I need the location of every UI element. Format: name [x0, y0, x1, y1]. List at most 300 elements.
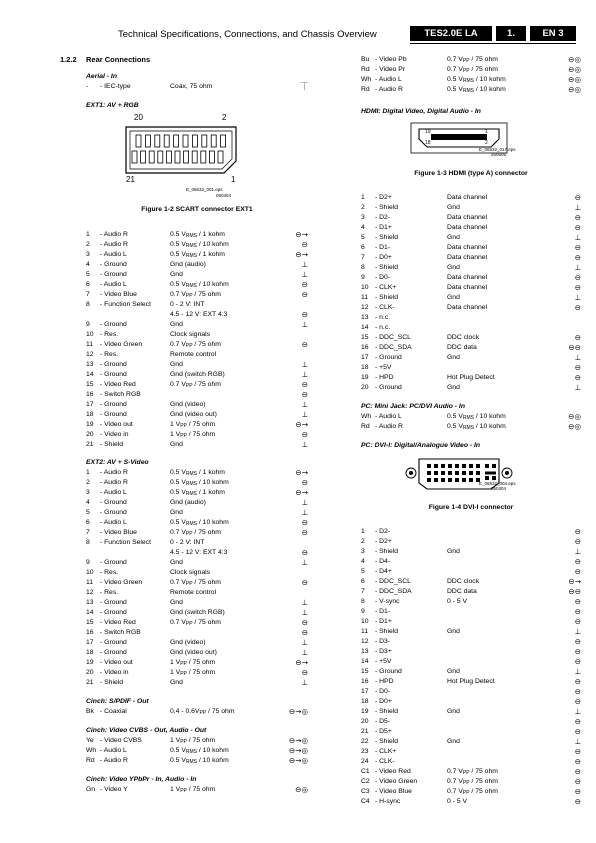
- pin-spec: 0.5 $V_{RMS} / 10$ kohm: [170, 241, 229, 249]
- signal-direction-icon: ⊥: [301, 410, 308, 419]
- cinch-ypbpr-heading: Cinch: Video YPbPr - In, Audio - In: [86, 776, 197, 783]
- signal-direction-icon: ⊖: [574, 777, 581, 786]
- pin-row: [86, 310, 308, 320]
- signal-direction-icon: ⊖: [574, 567, 581, 576]
- pin-name: - H-sync: [375, 798, 401, 805]
- signal-direction-icon: ⊖: [301, 618, 308, 627]
- pin-spec: Gnd: [170, 599, 183, 606]
- pin-spec: Gnd (video): [170, 639, 206, 646]
- pin-name: - Ground: [375, 384, 402, 391]
- pin-row: [86, 440, 308, 450]
- pin-row: [361, 587, 581, 597]
- hdmi-pin-label-1: 1: [485, 129, 488, 135]
- pin-spec: Gnd: [170, 321, 183, 328]
- scart-pin: [202, 135, 207, 147]
- pin-number: 6: [86, 281, 90, 288]
- pin-name: - Function Select: [100, 301, 151, 308]
- signal-direction-icon: ⊥: [301, 558, 308, 567]
- pin-number: 17: [361, 688, 369, 695]
- pin-name: - CLK-: [375, 304, 395, 311]
- signal-direction-icon: ⊥: [574, 707, 581, 716]
- dvi-pin: [455, 464, 459, 468]
- pin-spec: Data channel: [447, 214, 488, 221]
- right-column: [361, 55, 581, 807]
- pin-spec: 0.5 $V_{RMS} / 10$ kohm: [170, 479, 229, 487]
- pin-row: [86, 736, 308, 746]
- signal-direction-icon: ⊖: [301, 290, 308, 299]
- dvi-pin: [448, 478, 452, 482]
- pin-row: [361, 787, 581, 797]
- pin-spec: Gnd (audio): [170, 499, 206, 506]
- pin-name: - Video Green: [375, 778, 418, 785]
- pin-row: [86, 360, 308, 370]
- pin-name: - Audio R: [375, 423, 403, 430]
- pin-row: [86, 668, 308, 678]
- pin-number: 10: [361, 618, 369, 625]
- pin-number: 3: [361, 214, 365, 221]
- pin-number: 11: [86, 341, 94, 348]
- pin-number: 1: [361, 194, 365, 201]
- pin-number: 20: [361, 384, 369, 391]
- pin-name: - Ground: [375, 668, 402, 675]
- signal-direction-icon: ⊥: [574, 263, 581, 272]
- pin-spec: DDC clock: [447, 334, 480, 341]
- pin-row: [86, 756, 308, 766]
- ext1-heading: EXT1: AV + RGB: [86, 102, 139, 109]
- pin-spec: Hot Plug Detect: [447, 678, 495, 685]
- hdmi-caption: Figure 1-3 HDMI (type A) connector: [414, 170, 528, 177]
- signal-direction-icon: ⊖→◎: [288, 746, 308, 755]
- pin-number: 8: [86, 301, 90, 308]
- pin-row: [361, 687, 581, 697]
- pin-number: 4: [86, 499, 90, 506]
- pin-spec: Remote control: [170, 351, 217, 358]
- signal-direction-icon: ⊖: [301, 518, 308, 527]
- pin-number: 3: [86, 489, 90, 496]
- pin-number: Wh: [361, 76, 372, 83]
- pin-spec: 0 - 2 V: INT: [170, 539, 205, 546]
- scart-pin: [184, 151, 189, 163]
- pin-name: - n.c.: [375, 314, 391, 321]
- signal-direction-icon: ⊥: [301, 508, 308, 517]
- pin-spec: Gnd (switch RGB): [170, 371, 225, 378]
- pin-number: 7: [86, 291, 90, 298]
- pin-name: - Audio R: [100, 231, 128, 238]
- pc-audio-heading: PC: Mini Jack: PC/DVI Audio - In: [361, 403, 465, 410]
- signal-direction-icon: ⊖: [301, 668, 308, 677]
- pin-name: - Shield: [100, 679, 124, 686]
- dvi-pin: [434, 464, 438, 468]
- pin-number: 21: [86, 679, 94, 686]
- pin-spec: 0.7 $V_{PP} / 75$ ohm: [170, 381, 221, 389]
- pin-number: 14: [361, 324, 369, 331]
- hdmi-figure: [361, 121, 581, 159]
- signal-direction-icon: ⊖: [574, 557, 581, 566]
- pin-name: - Shield: [100, 441, 124, 448]
- pin-number: Bk: [86, 708, 94, 715]
- pin-spec: 4.5 - 12 V: EXT 4:3: [170, 311, 228, 318]
- dvi-pin: [469, 478, 473, 482]
- scart-pin: [155, 135, 160, 147]
- pin-number: 8: [86, 539, 90, 546]
- signal-direction-icon: ⊥: [574, 627, 581, 636]
- pin-number: 20: [86, 431, 94, 438]
- signal-direction-icon: ⊖: [574, 193, 581, 202]
- dvi-figure-date: 050404: [491, 486, 507, 491]
- dvi-pin: [434, 478, 438, 482]
- header-rule: [410, 43, 576, 44]
- pin-spec: Gnd: [447, 264, 460, 271]
- pin-row: [361, 323, 581, 333]
- ext2-table: [86, 468, 308, 688]
- pin-name: - Video Blue: [100, 291, 137, 298]
- pin-number: 7: [361, 588, 365, 595]
- signal-direction-icon: ⊖→: [295, 230, 308, 239]
- pin-row: [361, 557, 581, 567]
- pin-spec: 0.7 $V_{PP} / 75$ ohm: [170, 291, 221, 299]
- pin-row: [86, 340, 308, 350]
- signal-direction-icon: ⊖→◎: [288, 756, 308, 765]
- scart-pin: [175, 151, 180, 163]
- dvi-analog-pin: [492, 476, 496, 480]
- pin-number: 12: [361, 304, 369, 311]
- signal-direction-icon: ⊖: [574, 363, 581, 372]
- dvi-pin: [462, 464, 466, 468]
- pin-name: - HPD: [375, 678, 394, 685]
- pin-row: [86, 578, 308, 588]
- signal-direction-icon: ⊖: [574, 647, 581, 656]
- scart-pin: [192, 135, 197, 147]
- pin-row: [86, 568, 308, 578]
- dvi-pin: [441, 464, 445, 468]
- pin-row: [86, 240, 308, 250]
- dvi-pin: [427, 464, 431, 468]
- signal-direction-icon: ⊖: [574, 697, 581, 706]
- pin-number: 18: [361, 698, 369, 705]
- pin-spec: 0.7 $V_{PP} / 75$ ohm: [447, 66, 498, 74]
- pin-number: 13: [361, 314, 369, 321]
- pin-spec: Gnd (audio): [170, 261, 206, 268]
- pin-row: [86, 608, 308, 618]
- pin-spec: Gnd (video): [170, 401, 206, 408]
- pin-number: 22: [361, 738, 369, 745]
- pin-number: 4: [361, 558, 365, 565]
- pin-name: - Video Blue: [375, 788, 412, 795]
- signal-direction-icon: ⊖: [574, 537, 581, 546]
- pin-number: Rd: [86, 757, 95, 764]
- signal-direction-icon: ⊖: [574, 607, 581, 616]
- pin-name: - D3+: [375, 648, 392, 655]
- signal-direction-icon: ⊥: [301, 648, 308, 657]
- signal-direction-icon: ⊖: [301, 628, 308, 637]
- pin-number: 14: [86, 371, 94, 378]
- dvi-pin: [476, 464, 480, 468]
- scart-pin: [145, 135, 150, 147]
- pin-spec: 0.5 $V_{RMS} / 10$ kohm: [447, 413, 506, 421]
- pin-name: - D0+: [375, 254, 392, 261]
- pin-name: - Shield: [375, 204, 399, 211]
- pin-row: [86, 350, 308, 360]
- signal-direction-icon: ⊖: [301, 390, 308, 399]
- signal-direction-icon: ⊖◎: [568, 75, 581, 84]
- pin-number: 18: [361, 364, 369, 371]
- pin-row: [86, 260, 308, 270]
- pin-name: - Video Red: [375, 768, 411, 775]
- dvi-analog-pin: [485, 464, 489, 468]
- signal-direction-icon: ⊥: [301, 440, 308, 449]
- pin-row: [361, 697, 581, 707]
- pin-number: 15: [361, 334, 369, 341]
- pin-name: - Res.: [100, 351, 119, 358]
- pin-number: C2: [361, 778, 370, 785]
- pin-row: [361, 757, 581, 767]
- signal-direction-icon: ⊥: [574, 293, 581, 302]
- signal-direction-icon: ⊖→◎: [288, 707, 308, 716]
- pin-number: 16: [361, 344, 369, 351]
- scart-pin: [201, 151, 206, 163]
- signal-direction-icon: ⊖⊖: [568, 343, 581, 352]
- pin-number: 14: [361, 658, 369, 665]
- scart-pin-label-21: 21: [126, 175, 135, 184]
- pin-number: 17: [86, 401, 94, 408]
- pin-spec: Data channel: [447, 194, 488, 201]
- pin-number: 20: [361, 718, 369, 725]
- pin-number: 13: [86, 599, 94, 606]
- pin-spec: 1 $V_{PP} / 75$ ohm: [170, 431, 216, 439]
- pin-spec: 0.7 $V_{PP} / 75$ ohm: [170, 619, 221, 627]
- pin-row: [361, 567, 581, 577]
- pin-spec: Gnd (switch RGB): [170, 609, 225, 616]
- pin-name: - Ground: [100, 261, 127, 268]
- signal-direction-icon: ⊖◎: [295, 785, 308, 794]
- pin-spec: 0.5 $V_{RMS} / 10$ kohm: [170, 757, 229, 765]
- signal-direction-icon: ⊖: [574, 617, 581, 626]
- scart-figure: [86, 111, 308, 199]
- pin-number: Wh: [86, 747, 97, 754]
- pin-number: Rd: [361, 86, 370, 93]
- pin-spec: 0.5 $V_{RMS} / 1$ kohm: [170, 489, 225, 497]
- hdmi-figure-date: 250505: [491, 152, 507, 157]
- pin-row: [361, 223, 581, 233]
- pin-name: - Shield: [375, 628, 399, 635]
- pin-spec: 0.5 $V_{RMS} / 10$ kohm: [447, 423, 506, 431]
- pin-number: 15: [86, 381, 94, 388]
- pin-number: 15: [86, 619, 94, 626]
- page-header-title: Technical Specifications, Connections, and Chassis Overview: [118, 29, 377, 40]
- pin-row: [86, 498, 308, 508]
- pin-name: - Audio R: [100, 469, 128, 476]
- pin-spec: Gnd: [447, 354, 460, 361]
- dvi-pin: [462, 471, 466, 475]
- pin-number: 21: [361, 728, 369, 735]
- pin-spec: Data channel: [447, 254, 488, 261]
- pin-row: [86, 270, 308, 280]
- pin-spec: 0 - 5 V: [447, 798, 468, 805]
- scart-pin: [136, 135, 141, 147]
- hdmi-figure-file: E_06532_017.eps: [479, 147, 516, 152]
- pin-row: [86, 330, 308, 340]
- signal-direction-icon: ⊖→: [295, 468, 308, 477]
- pin-spec: 1 $V_{PP} / 75$ ohm: [170, 669, 216, 677]
- pin-name: - Res.: [100, 589, 119, 596]
- pc-audio-table: [361, 412, 581, 432]
- hdmi-pin-label-18: 18: [425, 140, 431, 146]
- dvi-analog-pin: [492, 464, 496, 468]
- pin-number: 3: [86, 251, 90, 258]
- pin-spec: Gnd (video out): [170, 649, 217, 656]
- pin-name: - Video Red: [100, 619, 136, 626]
- pin-name: - Ground: [100, 509, 127, 516]
- pin-row: [86, 380, 308, 390]
- pin-number: C3: [361, 788, 370, 795]
- signal-direction-icon: ⊖: [574, 747, 581, 756]
- signal-direction-icon: ⊖→◎: [288, 736, 308, 745]
- pin-name: - D3-: [375, 638, 391, 645]
- scart-figure-file: E_06532_001.eps: [186, 187, 223, 192]
- pin-row: [86, 648, 308, 658]
- dvi-pin: [455, 478, 459, 482]
- signal-direction-icon: ⊖: [301, 578, 308, 587]
- pin-number: 8: [361, 598, 365, 605]
- pin-name: - Audio L: [100, 281, 127, 288]
- pin-row: [361, 537, 581, 547]
- pin-row: [361, 527, 581, 537]
- pin-number: 12: [86, 351, 94, 358]
- pin-name: - +5V: [375, 364, 392, 371]
- pin-number: 3: [361, 548, 365, 555]
- scart-pin-label-20: 20: [134, 113, 143, 122]
- pin-spec: Data channel: [447, 244, 488, 251]
- pin-spec: 0 - 2 V: INT: [170, 301, 205, 308]
- scart-pin: [166, 151, 171, 163]
- pin-row: [86, 628, 308, 638]
- pin-row: [361, 313, 581, 323]
- pin-name: - Ground: [100, 559, 127, 566]
- scart-pin: [158, 151, 163, 163]
- pin-spec: Gnd: [447, 204, 460, 211]
- pin-name: - CLK+: [375, 748, 397, 755]
- pin-row: [361, 767, 581, 777]
- pin-name: - D2+: [375, 194, 392, 201]
- pin-row: [86, 548, 308, 558]
- scart-pin: [164, 135, 169, 147]
- pin-row: [86, 658, 308, 668]
- pin-row: [86, 410, 308, 420]
- signal-direction-icon: ⊖: [301, 548, 308, 557]
- signal-direction-icon: ⊖→: [295, 488, 308, 497]
- pin-name: - +5V: [375, 658, 392, 665]
- pin-name: - Shield: [375, 234, 399, 241]
- signal-direction-icon: ⊖◎: [568, 85, 581, 94]
- pin-row: [86, 280, 308, 290]
- cinch-spdif-heading: Cinch: S/PDIF - Out: [86, 698, 149, 705]
- pin-spec: 0.7 $V_{PP} / 75$ ohm: [170, 529, 221, 537]
- pin-name: - Audio L: [375, 76, 402, 83]
- pin-row: [361, 363, 581, 373]
- pin-spec: 0.5 $V_{RMS} / 10$ kohm: [170, 281, 229, 289]
- dvi-pin: [476, 471, 480, 475]
- pin-name: - CLK+: [375, 284, 397, 291]
- pin-spec: 0.7 $V_{PP} / 75$ ohm: [170, 341, 221, 349]
- pin-name: - Video Red: [100, 381, 136, 388]
- pin-row: [361, 373, 581, 383]
- scart-pin-label-2: 2: [222, 113, 227, 122]
- signal-direction-icon: ⊥: [301, 598, 308, 607]
- dvi-pin: [448, 464, 452, 468]
- pin-name: - Video in: [100, 669, 129, 676]
- pin-number: 21: [86, 441, 94, 448]
- pin-name: - Audio R: [100, 479, 128, 486]
- pin-number: 1: [86, 469, 90, 476]
- cinch-ypbpr-table-first: [86, 785, 308, 795]
- pin-row: [86, 488, 308, 498]
- pin-spec: Clock signals: [170, 569, 211, 576]
- signal-direction-icon: ⊖⊖: [568, 587, 581, 596]
- pin-spec: Gnd: [447, 294, 460, 301]
- signal-direction-icon: ⊖◎: [568, 422, 581, 431]
- pin-row: [361, 243, 581, 253]
- signal-direction-icon: ⊖→: [295, 250, 308, 259]
- pin-name: - D0-: [375, 688, 391, 695]
- signal-direction-icon: ⊖: [574, 253, 581, 262]
- pin-row: [361, 293, 581, 303]
- pin-spec: DDC data: [447, 588, 477, 595]
- pin-number: 9: [86, 321, 90, 328]
- pin-row: [361, 547, 581, 557]
- scart-pin: [211, 135, 216, 147]
- signal-direction-icon: ⊖: [301, 280, 308, 289]
- pin-row: [86, 320, 308, 330]
- cinch-ypbpr-table-rest: [361, 55, 581, 95]
- pin-row: [361, 263, 581, 273]
- signal-direction-icon: ⊖: [574, 597, 581, 606]
- pin-spec: 0.5 $V_{RMS} / 10$ kohm: [170, 747, 229, 755]
- pin-name: - Ground: [100, 321, 127, 328]
- pin-name: - D2-: [375, 214, 391, 221]
- pin-row: [86, 746, 308, 756]
- signal-direction-icon: ⊥: [301, 678, 308, 687]
- dvi-pin: [441, 478, 445, 482]
- aerial-heading: Aerial - In: [86, 73, 117, 80]
- pin-row: [86, 618, 308, 628]
- pin-spec: Clock signals: [170, 331, 211, 338]
- pin-spec: 0.7 $V_{PP} / 75$ ohm: [170, 579, 221, 587]
- dvi-figure: [361, 455, 581, 493]
- signal-direction-icon: ⊥: [301, 638, 308, 647]
- pin-row: [361, 273, 581, 283]
- pin-row: [361, 303, 581, 313]
- signal-direction-icon: ⊖: [574, 717, 581, 726]
- pin-spec: 1 $V_{PP} / 75$ ohm: [170, 421, 216, 429]
- scart-pin: [149, 151, 154, 163]
- pin-row: [86, 290, 308, 300]
- pin-number: 10: [361, 284, 369, 291]
- pin-name: - Ground: [100, 599, 127, 606]
- pin-spec: Data channel: [447, 304, 488, 311]
- pin-name: - CLK-: [375, 758, 395, 765]
- pin-name: - Audio R: [100, 757, 128, 764]
- pin-number: 14: [86, 609, 94, 616]
- pin-row: [86, 638, 308, 648]
- pin-name: - Video Pr: [375, 66, 406, 73]
- pin-number: C1: [361, 768, 370, 775]
- signal-direction-icon: ⊥: [574, 353, 581, 362]
- pin-spec: Gnd: [447, 708, 460, 715]
- signal-direction-icon: ⊥: [574, 737, 581, 746]
- pin-spec: Gnd: [170, 271, 183, 278]
- signal-direction-icon: ⊖: [574, 657, 581, 666]
- pin-spec: 0.5 $V_{RMS} / 10$ kohm: [447, 76, 506, 84]
